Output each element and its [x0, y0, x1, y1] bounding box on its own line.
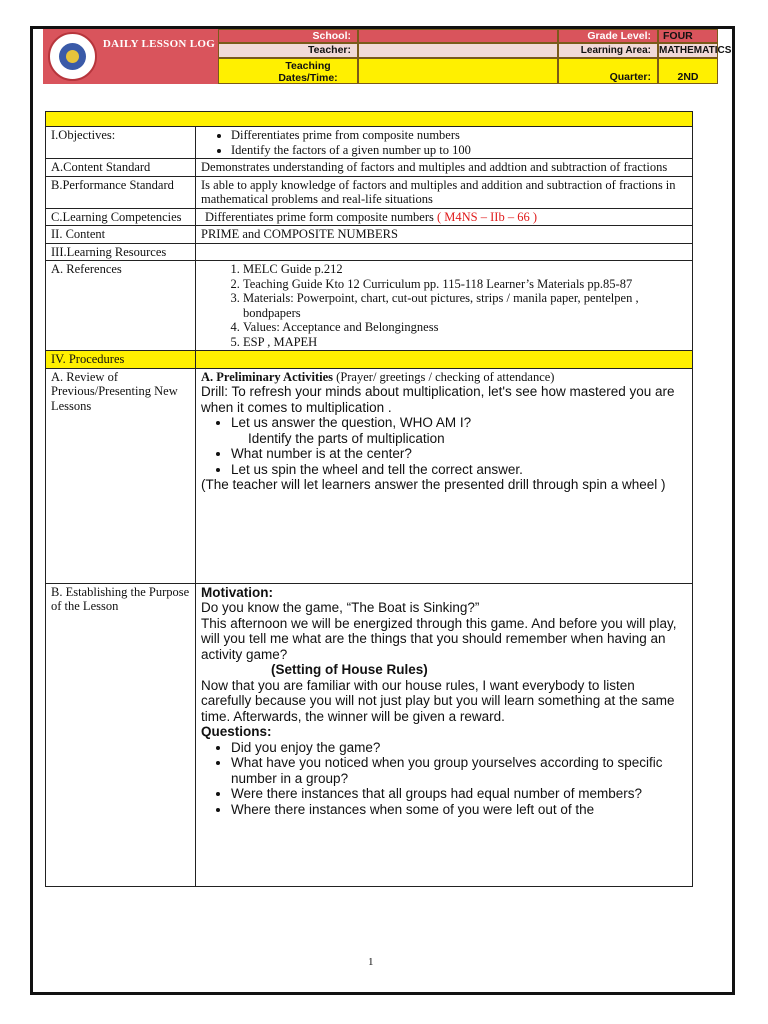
learning-area-label: Learning Area: — [558, 43, 658, 58]
competencies-row — [46, 208, 693, 226]
prelim-heading: A. Preliminary Activities — [201, 369, 334, 384]
list-item: • Identify the factors of a given number up to 100 — [231, 143, 688, 158]
resources-label: III.Learning Resources — [46, 243, 196, 261]
teacher-field[interactable] — [358, 43, 558, 58]
drill-items-list — [201, 446, 688, 477]
lesson-table — [45, 111, 693, 887]
list-item: • What have you noticed when you group yourselves according to specific number in a group? — [231, 755, 688, 786]
performance-standard-row — [46, 176, 693, 208]
references-label: A. References — [46, 261, 196, 351]
teacher-label: Teacher: — [218, 43, 358, 58]
list-item: • Did you enjoy the game? — [231, 740, 688, 756]
teacher-note: (The teacher will let learners answer the presented drill through spin a wheel ) — [201, 477, 666, 492]
performance-standard-text: Is able to apply knowledge of factors and multiples and addition and subtraction of fractions in mathematical problems and real-life situations — [196, 176, 693, 208]
content-standard-label: A.Content Standard — [46, 159, 196, 177]
procedures-label: IV. Procedures — [46, 351, 196, 369]
content-row — [46, 226, 693, 244]
performance-standard-label: B.Performance Standard — [46, 176, 196, 208]
content-text: PRIME and COMPOSITE NUMBERS — [196, 226, 693, 244]
deped-seal-icon — [48, 32, 97, 81]
content-standard-row — [46, 159, 693, 177]
game-question: Do you know the game, “The Boat is Sinking?” — [201, 600, 480, 615]
teaching-dates-label: Teaching Dates/Time: — [218, 58, 358, 84]
resources-row — [46, 243, 693, 261]
quarter-label: Quarter: — [558, 58, 658, 84]
school-label: School: — [218, 29, 358, 43]
references-list — [201, 262, 688, 349]
grade-level-value: FOUR — [658, 29, 718, 43]
list-item: • Differentiates prime from composite numbers — [231, 128, 688, 143]
content-standard-text: Demonstrates understanding of factors and multiples and addtion and subtraction of fractions — [196, 159, 693, 177]
list-item: • Let us spin the wheel and tell the correct answer. — [231, 462, 688, 478]
purpose-label: B. Establishing the Purpose of the Lesson — [46, 583, 196, 886]
objectives-label: I.Objectives: — [46, 127, 196, 159]
drill-text: Drill: To refresh your minds about multiplication, let's see how mastered you are when it comes to multiplication . — [201, 384, 675, 415]
objectives-row — [46, 127, 693, 159]
questions-list — [201, 740, 688, 818]
competencies-label: C.Learning Competencies — [46, 208, 196, 226]
drill-list — [201, 415, 688, 431]
list-item: • What number is at the center? — [231, 446, 688, 462]
procedures-row — [46, 351, 693, 369]
learning-area-value: MATHEMATICS — [659, 45, 732, 56]
school-field[interactable] — [358, 29, 558, 43]
table-title-bar — [46, 112, 693, 127]
house-rules-heading: (Setting of House Rules) — [271, 662, 428, 677]
content-label: II. Content — [46, 226, 196, 244]
purpose-row — [46, 583, 693, 886]
teaching-dates-field[interactable] — [358, 58, 558, 84]
list-item: 4. Values: Acceptance and Belongingness — [243, 320, 688, 335]
competency-text: Differentiates prime form composite numbers — [205, 209, 434, 224]
quarter-value: 2ND — [658, 58, 718, 84]
familiar-text: Now that you are familiar with our house rules, I want everybody to listen carefully because you will not just play but you will learn something at the same time. Afterwards, the winner will be given a reward. — [201, 677, 675, 724]
header-info-grid — [218, 29, 732, 84]
list-item: • Were there instances that all groups had equal number of members? — [231, 786, 688, 802]
identify-text: Identify the parts of multiplication — [248, 430, 445, 446]
questions-heading: Questions: — [201, 724, 272, 739]
afternoon-text: This afternoon we will be energized through this game. And before you will play, will you tell me what are the things that you should remember when having an activity game? — [201, 615, 677, 662]
lesson-log-header — [43, 29, 732, 84]
list-item: 1. MELC Guide p.212 — [243, 262, 688, 277]
competency-code: ( M4NS – IIb – 66 ) — [437, 209, 537, 224]
list-item: 2. Teaching Guide Kto 12 Curriculum pp. 115-118 Learner’s Materials pp.85-87 — [243, 277, 688, 292]
objectives-list — [201, 128, 688, 157]
list-item: 3. Materials: Powerpoint, chart, cut-out pictures, strips / manila paper, pentelpen , bondpapers — [243, 291, 688, 320]
page-number: 1 — [368, 956, 374, 968]
list-item: 5. ESP , MAPEH — [243, 335, 688, 350]
prelim-note: (Prayer/ greetings / checking of attendance) — [336, 369, 555, 384]
motivation-heading: Motivation: — [201, 584, 273, 600]
review-label: A. Review of Previous/Presenting New Lessons — [46, 368, 196, 583]
list-item: • Let us answer the question, WHO AM I? — [231, 415, 688, 431]
list-item: • Where there instances when some of you were left out of the — [231, 802, 688, 818]
document-title: DAILY LESSON LOG — [102, 38, 216, 50]
header-brand — [43, 29, 218, 84]
references-row — [46, 261, 693, 351]
review-row — [46, 368, 693, 583]
grade-level-label: Grade Level: — [558, 29, 658, 43]
